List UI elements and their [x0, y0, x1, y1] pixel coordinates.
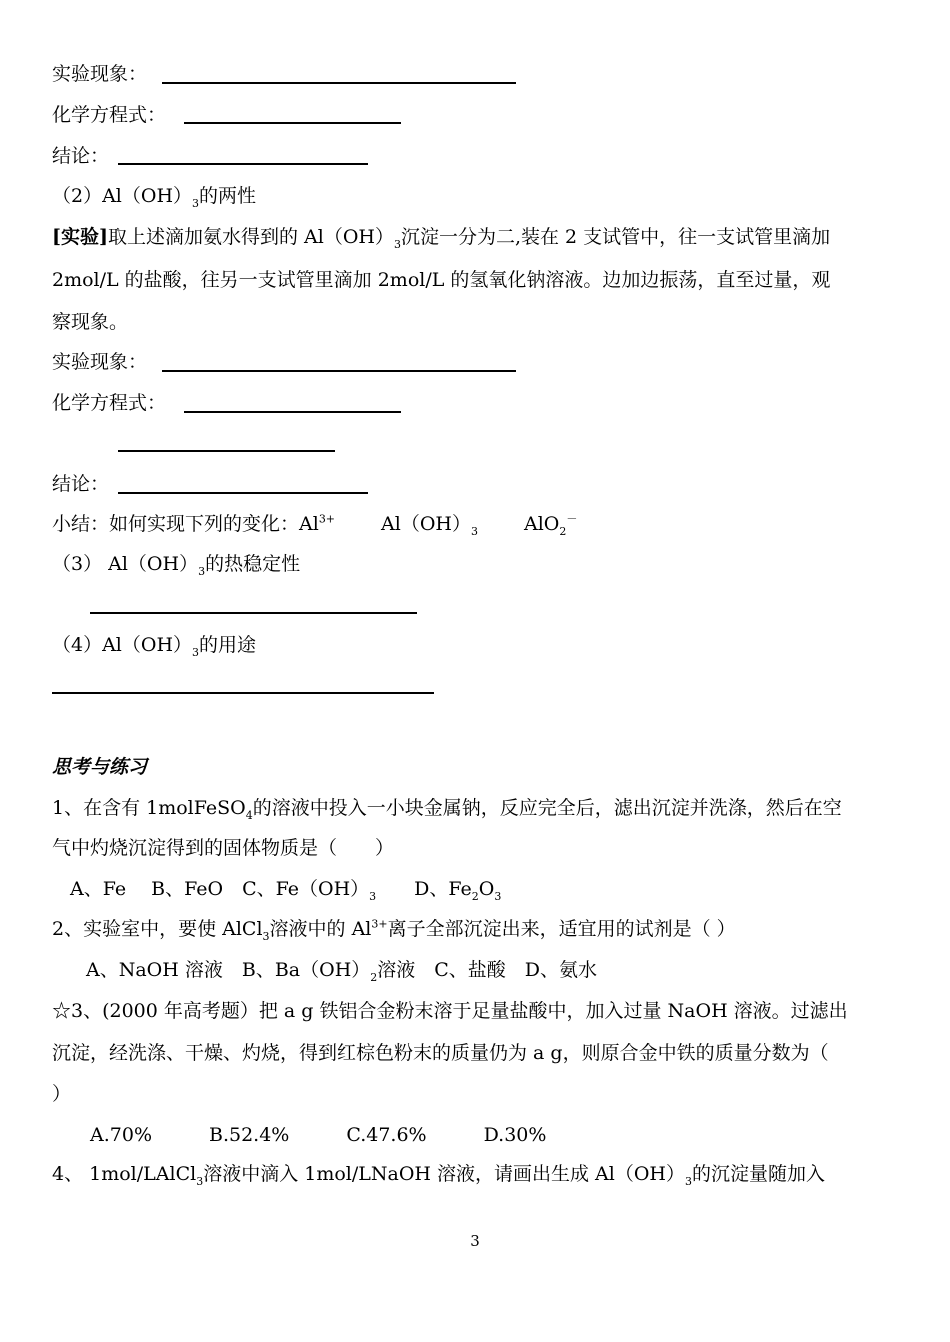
- s3-blank[interactable]: [90, 612, 417, 614]
- s2-equation-blank-2[interactable]: [118, 450, 335, 452]
- q3-line1: ☆3、(2000 年高考题）把 a g 铁铝合金粉末溶于足量盐酸中，加入过量 NaOH 溶液。过滤出: [52, 1000, 848, 1022]
- s1-phenomenon-blank[interactable]: [162, 82, 516, 84]
- s2-phenomenon-label: 实验现象：: [52, 351, 148, 373]
- practice-title: 思考与练习: [52, 756, 148, 778]
- s2-experiment-line3: 察现象。: [52, 311, 129, 333]
- q3-line3: ）: [52, 1083, 72, 1105]
- q3-line2: 沉淀，经洗涤、干燥、灼烧，得到红棕色粉末的质量仍为 a g，则原合金中铁的质量分数为（: [52, 1042, 829, 1064]
- s2-heading: $(2)Al(OH)_3$的两性: [52, 185, 257, 210]
- q4-line1: 4、 1mol/LAlCl$_3$溶液中滴入 1mol/LNaOH 溶液，请画出生成 $Al(OH)_3$的沉淀量随加入: [52, 1163, 826, 1188]
- s3-heading: （3） $Al(OH)_3$的热稳定性: [52, 553, 301, 578]
- s2-equation-label: 化学方程式：: [52, 392, 167, 414]
- q1-line1: 1、在含有 1molFeSO$_4$的溶液中投入一小块金属钠，反应完全后，滤出沉淀并洗涤，然后在空: [52, 797, 842, 822]
- page-number: 3: [470, 1232, 480, 1250]
- q2-line1: 2、实验室中，要使 AlCl$_3$溶液中的 $Al^{3+}$离子全部沉淀出来，适宜用的试剂是（ ）: [52, 917, 736, 943]
- q3-options: A.70% B.52.4% C.47.6% D.30%: [90, 1124, 547, 1146]
- q1-line2: 气中灼烧沉淀得到的固体物质是（ ）: [52, 837, 395, 859]
- s2-equation-blank[interactable]: [184, 411, 401, 413]
- s4-blank[interactable]: [52, 692, 434, 694]
- s4-heading: $(4)Al(OH)_3$的用途: [52, 634, 257, 659]
- s2-phenomenon-blank[interactable]: [162, 370, 516, 372]
- s1-conclusion-blank[interactable]: [118, 163, 368, 165]
- s1-phenomenon-label: 实验现象：: [52, 63, 148, 85]
- s1-equation-blank[interactable]: [184, 122, 401, 124]
- summary-line: 小结：如何实现下列的变化：$Al^{3+}$ $Al(OH)_3$ AlO$_2$－: [52, 512, 578, 538]
- s1-equation-label: 化学方程式：: [52, 104, 167, 126]
- s2-experiment-line2: 2mol/L 的盐酸，往另一支试管里滴加 2mol/L 的氢氧化钠溶液。边加边振荡，直至过量，观: [52, 269, 831, 291]
- q2-options: A、NaOH 溶液 B、$Ba(OH)_2$溶液 C、盐酸 D、氨水: [86, 959, 598, 984]
- s1-conclusion-label: 结论：: [52, 145, 110, 167]
- q1-options: A、Fe B、FeO C、$Fe(OH)_3$ D、$Fe_2O_3$: [70, 878, 502, 903]
- s2-conclusion-blank[interactable]: [118, 492, 368, 494]
- experiment-tag: [实验]: [52, 226, 108, 248]
- s2-experiment-line1: [实验]取上述滴加氨水得到的 $Al(OH)_3$沉淀一分为二,装在 2 支试管中，往一支试管里滴加: [52, 226, 831, 251]
- s2-conclusion-label: 结论：: [52, 473, 110, 495]
